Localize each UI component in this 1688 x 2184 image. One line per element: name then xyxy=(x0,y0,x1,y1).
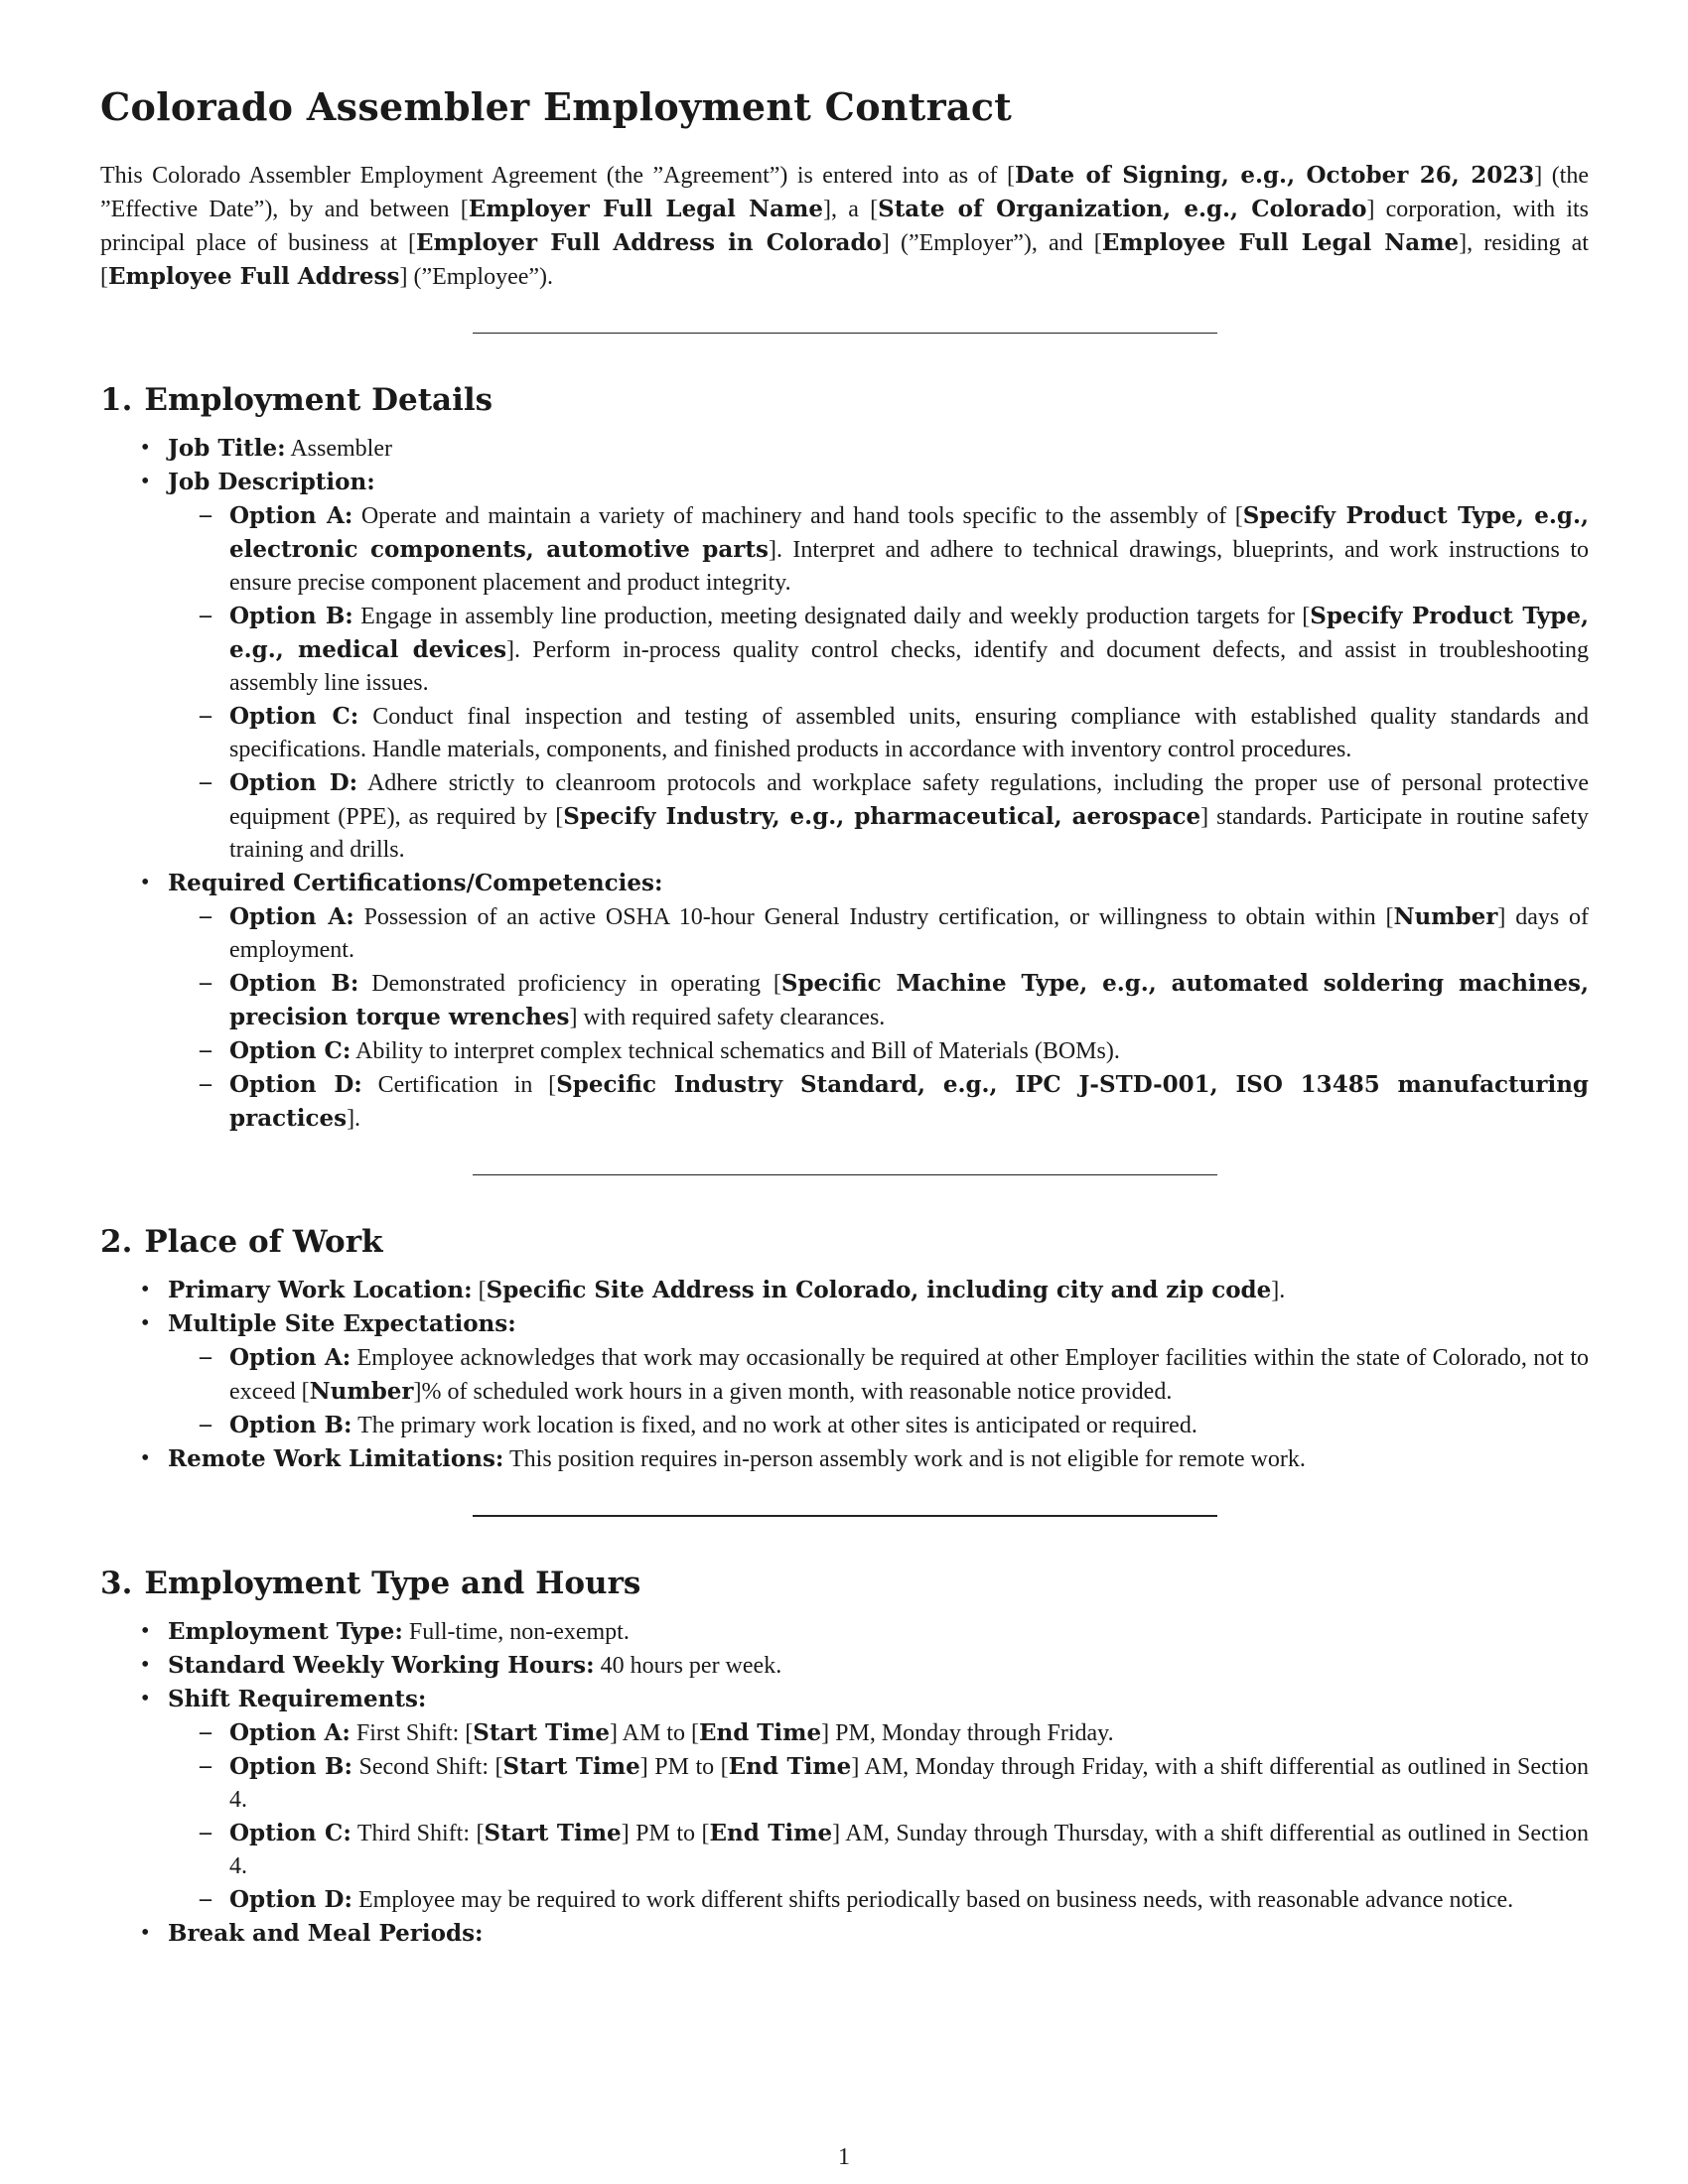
option-item xyxy=(229,1883,1589,1917)
placeholder-field: Specify Industry, e.g., pharmaceutical, aerospace xyxy=(563,803,1201,830)
option-text: ] AM to [ xyxy=(609,1720,699,1746)
option-label: Option A: xyxy=(229,1344,352,1371)
placeholder-employee-name: Employee Full Legal Name xyxy=(1101,229,1460,256)
option-label: Option A: xyxy=(229,502,353,529)
list-item-multiple-sites xyxy=(168,1307,1589,1442)
item-value: This position requires in-person assembly work and is not eligible for remote work. xyxy=(509,1446,1306,1472)
option-text: ] days of employment. xyxy=(229,904,1590,963)
option-item xyxy=(229,1817,1589,1883)
list-item-primary-location xyxy=(168,1274,1589,1307)
placeholder-employer-address: Employer Full Address in Colorado xyxy=(415,229,882,256)
item-label: Break and Meal Periods: xyxy=(168,1920,484,1947)
item-value: 40 hours per week. xyxy=(600,1653,782,1679)
item-label: Job Title: xyxy=(168,435,286,462)
placeholder-field: Start Time xyxy=(502,1753,640,1780)
option-text: ]% of scheduled work hours in a given month, with reasonable notice provided. xyxy=(413,1379,1173,1405)
option-text: Third Shift: [ xyxy=(356,1821,485,1846)
placeholder-employer-name: Employer Full Legal Name xyxy=(468,196,824,222)
placeholder-field: Start Time xyxy=(484,1820,622,1846)
placeholder-field: Number xyxy=(1393,903,1498,930)
item-label: Multiple Site Expectations: xyxy=(168,1310,516,1337)
option-label: Option D: xyxy=(229,769,358,796)
section-number: 3. xyxy=(100,1566,133,1601)
option-text: ] with required safety clearances. xyxy=(569,1005,886,1030)
option-label: Option D: xyxy=(229,1886,352,1913)
option-text: ]. Perform in-process quality control checks, identify and document defects, and assist in troubleshooting assembly line issues. xyxy=(229,637,1589,696)
option-text: ]. xyxy=(347,1106,361,1132)
list-item-certifications xyxy=(168,867,1589,1136)
placeholder-field: Specific Machine Type, e.g., automated soldering machines, precision torque wrenches xyxy=(229,970,1589,1030)
section-title: Place of Work xyxy=(144,1224,383,1260)
item-label: Standard Weekly Working Hours: xyxy=(168,1652,595,1679)
option-text: ] PM to [ xyxy=(639,1754,729,1780)
option-item xyxy=(229,600,1589,700)
item-label: Shift Requirements: xyxy=(168,1686,427,1712)
section-divider xyxy=(473,1174,1217,1175)
page-number: 1 xyxy=(838,2144,850,2170)
option-text: Employee may be required to work different shifts periodically based on business needs, with reasonable advance notice. xyxy=(357,1887,1514,1913)
placeholder-field: Number xyxy=(309,1378,414,1405)
section-divider xyxy=(473,1515,1217,1517)
section-number: 2. xyxy=(100,1224,133,1260)
section-title: Employment Details xyxy=(144,382,493,418)
option-item xyxy=(229,900,1589,967)
list-item-remote-work xyxy=(168,1442,1589,1476)
list-item-breaks xyxy=(168,1917,1589,1951)
list-item-job-title xyxy=(168,432,1589,466)
option-text: Certification in [ xyxy=(377,1072,557,1098)
option-text: Employee acknowledges that work may occasionally be required at other Employer facilities within the state of Colorado, not to exceed [ xyxy=(229,1345,1589,1405)
placeholder-state: State of Organization, e.g., Colorado xyxy=(878,196,1367,222)
document-title: Colorado Assembler Employment Contract xyxy=(100,84,1013,129)
multiple-site-options xyxy=(168,1341,1589,1442)
intro-text: ] (”Employer”), and [ xyxy=(881,230,1102,256)
list-item-employment-type xyxy=(168,1615,1589,1649)
option-text: Operate and maintain a variety of machinery and hand tools specific to the assembly of [ xyxy=(360,503,1243,529)
option-label: Option B: xyxy=(229,970,359,997)
placeholder-field: Specific Site Address in Colorado, including city and zip code xyxy=(486,1277,1272,1303)
section-heading-employment-details xyxy=(100,382,1589,418)
section2-list xyxy=(100,1274,1589,1476)
option-text: The primary work location is fixed, and no work at other sites is anticipated or required. xyxy=(357,1413,1197,1438)
option-text: Conduct final inspection and testing of assembled units, ensuring compliance with established quality standards and specifications. Handle materials, components, and finished products in accordance with inventory control procedures. xyxy=(229,704,1589,762)
item-text: [ xyxy=(478,1278,487,1303)
item-text: ]. xyxy=(1271,1278,1286,1303)
option-label: Option C: xyxy=(229,1037,352,1064)
intro-paragraph xyxy=(100,159,1589,294)
item-label: Required Certifications/Competencies: xyxy=(168,870,663,896)
option-text: Ability to interpret complex technical schematics and Bill of Materials (BOMs). xyxy=(355,1038,1120,1064)
placeholder-field: End Time xyxy=(728,1753,852,1780)
section-heading-employment-type xyxy=(100,1566,1589,1601)
option-item xyxy=(229,1068,1589,1136)
item-label: Job Description: xyxy=(168,469,375,495)
placeholder-field: Specify Product Type, e.g., electronic components, automotive parts xyxy=(229,502,1589,563)
option-text: ] AM, Sunday through Thursday, with a shift differential as outlined in Section 4. xyxy=(229,1821,1589,1879)
document-page xyxy=(100,85,1589,1951)
item-label: Employment Type: xyxy=(168,1618,403,1645)
placeholder-signing-date: Date of Signing, e.g., October 26, 2023 xyxy=(1014,162,1535,189)
option-label: Option B: xyxy=(229,1753,352,1780)
list-item-job-description xyxy=(168,466,1589,867)
list-item-shift-requirements xyxy=(168,1683,1589,1917)
option-item xyxy=(229,766,1589,867)
list-item-weekly-hours xyxy=(168,1649,1589,1683)
placeholder-field: Start Time xyxy=(473,1719,610,1746)
option-label: Option A: xyxy=(229,1719,351,1746)
placeholder-employee-address: Employee Full Address xyxy=(108,263,400,290)
job-description-options xyxy=(168,499,1589,867)
option-label: Option A: xyxy=(229,903,354,930)
section3-list xyxy=(100,1615,1589,1951)
option-label: Option C: xyxy=(229,703,359,730)
item-value: Assembler xyxy=(290,436,392,462)
intro-text: ] (the ”Effective Date”), by and between [ xyxy=(100,163,1590,222)
option-text: ] standards. Participate in routine safety training and drills. xyxy=(229,804,1589,863)
placeholder-field: End Time xyxy=(698,1719,822,1746)
option-text: ] PM, Monday through Friday. xyxy=(821,1720,1114,1746)
option-text: Second Shift: [ xyxy=(358,1754,503,1780)
item-label: Remote Work Limitations: xyxy=(168,1445,504,1472)
intro-text: ], residing at [ xyxy=(100,230,1589,290)
shift-options xyxy=(168,1716,1589,1917)
option-text: ] AM, Monday through Friday, with a shift differential as outlined in Section 4. xyxy=(229,1754,1589,1813)
option-label: Option B: xyxy=(229,603,353,629)
intro-text: ] (”Employee”). xyxy=(399,264,554,290)
option-label: Option B: xyxy=(229,1412,352,1438)
option-label: Option D: xyxy=(229,1071,362,1098)
option-item xyxy=(229,1716,1589,1750)
section-number: 1. xyxy=(100,382,133,418)
option-label: Option C: xyxy=(229,1820,352,1846)
option-item xyxy=(229,1341,1589,1409)
item-value: Full-time, non-exempt. xyxy=(408,1619,630,1645)
option-item xyxy=(229,499,1589,600)
option-text: Adhere strictly to cleanroom protocols and workplace safety regulations, including the proper use of personal protective equipment (PPE), as required by [ xyxy=(229,770,1589,830)
option-item xyxy=(229,1034,1589,1068)
option-item xyxy=(229,1409,1589,1442)
option-text: ]. Interpret and adhere to technical drawings, blueprints, and work instructions to ensure precise component placement and product integrity. xyxy=(229,537,1590,596)
section-title: Employment Type and Hours xyxy=(144,1566,641,1601)
item-label: Primary Work Location: xyxy=(168,1277,473,1303)
certification-options xyxy=(168,900,1589,1136)
option-item xyxy=(229,1750,1589,1817)
option-text: First Shift: [ xyxy=(355,1720,474,1746)
placeholder-field: Specify Product Type, e.g., medical devices xyxy=(229,603,1590,663)
option-item xyxy=(229,967,1589,1034)
section-divider xyxy=(473,333,1217,334)
section-heading-place-of-work xyxy=(100,1224,1589,1260)
option-text: Engage in assembly line production, meeting designated daily and weekly production targets for [ xyxy=(360,604,1311,629)
option-text: Demonstrated proficiency in operating [ xyxy=(371,971,781,997)
placeholder-field: Specific Industry Standard, e.g., IPC J-STD-001, ISO 13485 manufacturing practices xyxy=(229,1071,1590,1132)
intro-text: ] corporation, with its principal place of business at [ xyxy=(100,197,1589,256)
intro-text: ], a [ xyxy=(823,197,879,222)
option-item xyxy=(229,700,1589,766)
placeholder-field: End Time xyxy=(709,1820,833,1846)
option-text: ] PM to [ xyxy=(621,1821,710,1846)
option-text: Possession of an active OSHA 10-hour General Industry certification, or willingness to obtain within [ xyxy=(363,904,1394,930)
section1-list xyxy=(100,432,1589,1136)
intro-text: This Colorado Assembler Employment Agreement (the ”Agreement”) is entered into as of [ xyxy=(100,163,1015,189)
